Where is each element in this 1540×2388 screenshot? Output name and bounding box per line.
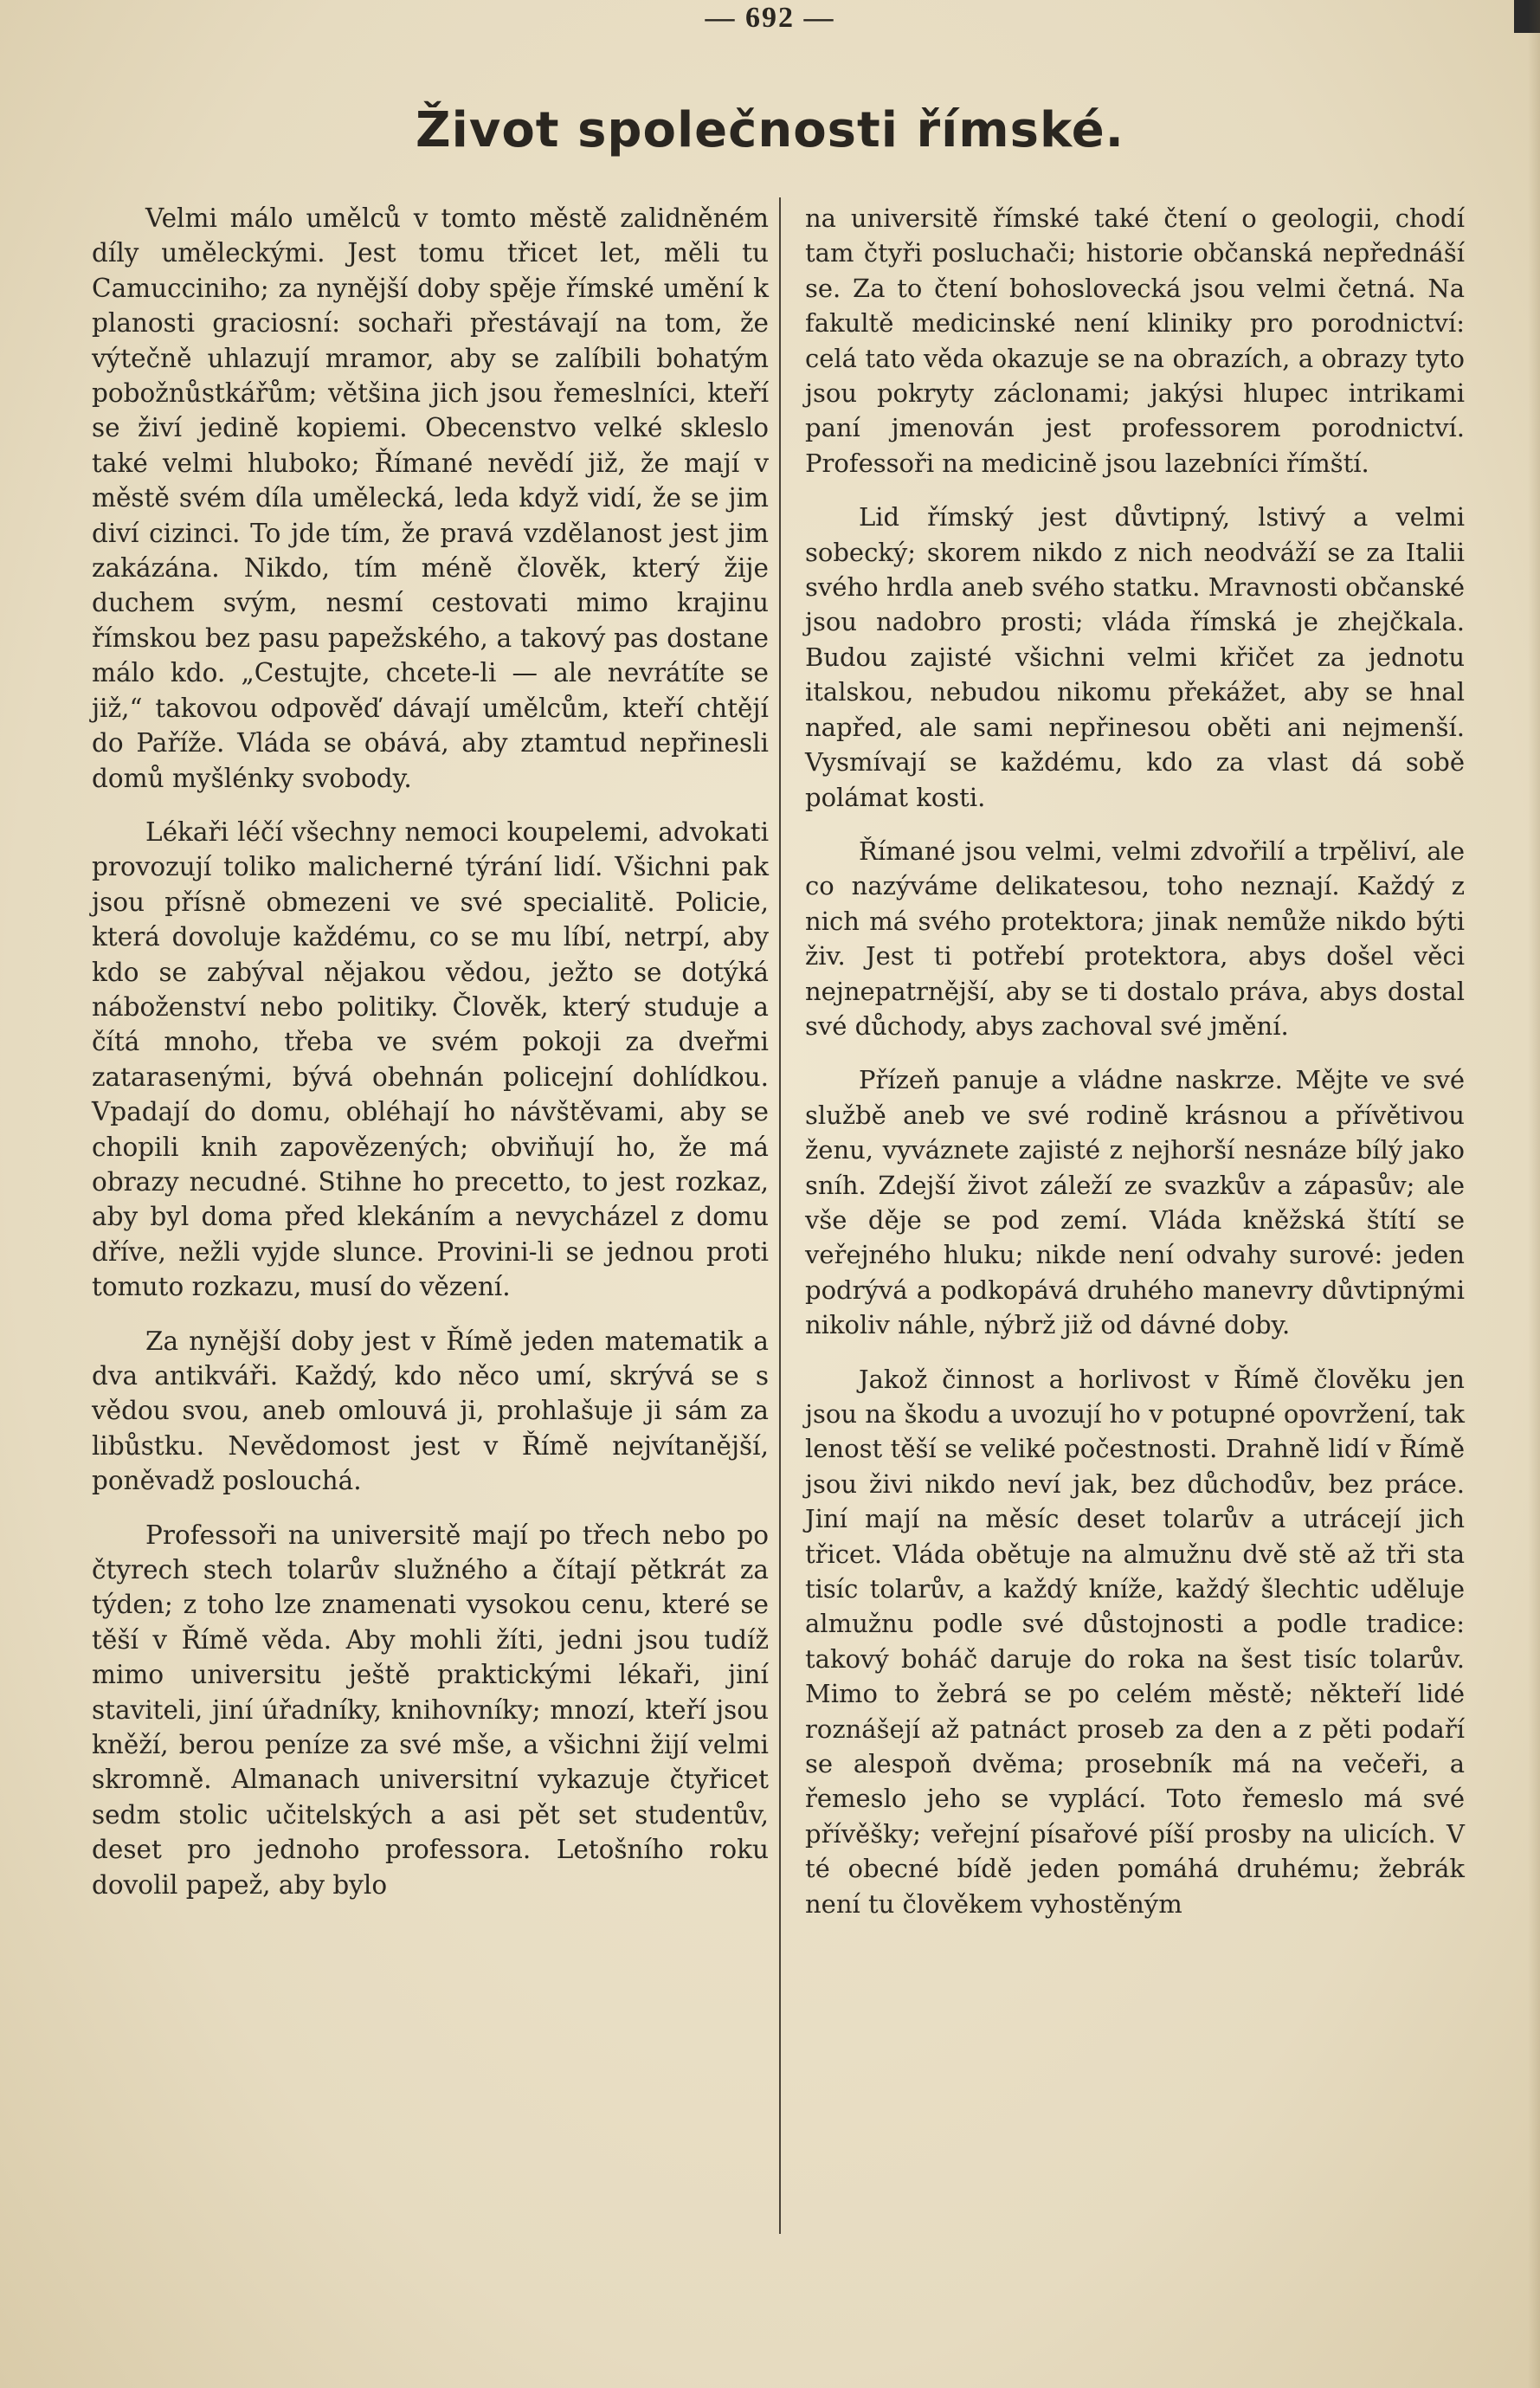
paragraph: Professoři na universitě mají po třech nebo po čtyrech stech tolarův služného a čítají pětkrát za týden; z toho lze znamenati vysokou cenu, které se těší v Římě věda. Aby mohli žíti, jedni jsou tudíž mimo universitu ještě praktickými lékaři, jiní staviteli, jiní úřadníky, knihovníky; mnozí, kteří jsou kněží, berou peníze za své mše, a všichni žijí velmi skromně. Almanach universitní vykazuje čtyřicet sedm stolic učitelských a asi pět set studentův, deset pro jednoho professora. Letošního roku dovolil papež, aby bylo (92, 1520, 769, 1900)
left-column (92, 201, 769, 1921)
paragraph: Lékaři léčí všechny nemoci koupelemi, advokati provozují toliko malicherné týrání lidí. Všichni pak jsou přísně obmezeni ve své specialitě. Policie, která dovoluje každému, co se mu líbí, netrpí, aby kdo se zabýval nějakou vědou, ježto se dotýká náboženství nebo politiky. Člověk, který studuje a čítá mnoho, třeba ve svém pokoji za dveřmi zatarasenými, bývá obehnán policejní dohlídkou. Vpadají do domu, obléhají ho návštěvami, aby se chopili knih zapovězených; obviňují ho, že má obrazy necudné. Stihne ho precetto, to jest rozkaz, aby byl doma před klekáním a nevycházel z domu dříve, nežli vyjde slunce. Provini-li se jednou proti tomuto rozkazu, musí do vězení. (92, 816, 769, 1302)
chapter-title: Život společnosti římské. (416, 102, 1124, 158)
paper-edge (1528, 0, 1540, 2388)
paragraph: Za nynější doby jest v Římě jeden matematik a dva antikváři. Každý, kdo něco umí, skrývá se s vědou svou, aneb omlouvá ji, prohlašuje ji sám za libůstku. Nevědomost jest v Římě nejvítanější, poněvadž poslouchá. (92, 1326, 769, 1496)
paragraph: Jakož činnost a horlivost v Římě člověku jen jsou na škodu a uvozují ho v potupné opovržení, tak lenost těší se veliké počestnosti. Drahně lidí v Římě jsou živi nikdo neví jak, bez důchodův, bez práce. Jiní mají na měsíc deset tolarův a utrácejí jich třicet. Vláda obětuje na almužnu dvě stě až tři sta tisíc tolarův, a každý kníže, každý šlechtic uděluje almužnu podle své důstojnosti a podle tradice: takový boháč daruje do roka na šest tisíc tolarův. Mimo to žebrá se po celém městě; někteří lidé roznášejí až patnáct proseb za den a z pěti podaří se alespoň dvěma; prosebník má na večeři, a řemeslo jeho se vyplácí. Toto řemeslo má své přívěšky; veřejní písařové píší prosby na ulicích. V té obecné bídě jeden pomáhá druhému; žebrák není tu člověkem vyhostěným (805, 1364, 1465, 1919)
paragraph: Přízeň panuje a vládne naskrze. Mějte ve své službě aneb ve své rodině krásnou a přívětivou ženu, vyváznete zajisté z nejhorší nesnáze bílý jako sníh. Zdejší život záleží ze svazkův a zápasův; ale vše děje se pod zemí. Vláda kněžská štítí se veřejného hluku; nikde není odvahy surové: jeden podrývá a podkopává druhého manevry důvtipnými nikoliv náhle, nýbrž již od dávné doby. (805, 1065, 1465, 1340)
column-divider (779, 197, 781, 2234)
right-column (805, 201, 1465, 1940)
paragraph: Lid římský jest důvtipný, lstivý a velmi sobecký; skorem nikdo z nich neodváží se za Italii svého hrdla aneb svého statku. Mravnosti občanské jsou nadobro prosti; vláda římská je zhejčkala. Budou zajisté všichni velmi křičet za jednotu italskou, nebudou nikomu překážet, aby se hnal napřed, ale sami nepřinesou oběti ani nejmenší. Vysmívají se každému, kdo za vlast dá sobě polámat kosti. (805, 502, 1465, 812)
page-number: — 692 — (705, 2, 835, 34)
paragraph: Římané jsou velmi, velmi zdvořilí a trpěliví, ale co nazýváme delikatesou, toho neznají. Každý z nich má svého protektora; jinak nemůže nikdo býti živ. Jest ti potřebí protektora, abys došel věci nejnepatrnější, aby se ti dostalo práva, abys dostal své důchody, abys zachoval své jmění. (805, 836, 1465, 1041)
paragraph: Velmi málo umělců v tomto městě zalidněném díly uměleckými. Jest tomu třicet let, měli tu Camucciniho; za nynější doby spěje římské umění k planosti graciosní: sochaři přestávají na tom, že výtečně uhlazují mramor, aby se zalíbili bohatým pobožnůstkářům; většina jich jsou řemeslníci, kteří se živí jedině kopiemi. Obecenstvo velké skleslo také velmi hluboko; Římané nevědí již, že mají v městě svém díla umělecká, leda když vidí, že se jim diví cizinci. To jde tím, že pravá vzdělanost jest jim zakázána. Nikdo, tím méně člověk, který žije duchem svým, nesmí cestovati mimo krajinu římskou bez pasu papežského, a takový pas dostane málo kdo. „Cestujte, chcete-li — ale nevrátíte se již,“ takovou odpověď dávají umělcům, kteří chtějí do Paříže. Vláda se obává, aby ztamtud nepřinesli domů myšlénky svobody. (92, 203, 769, 793)
paragraph: na universitě římské také čtení o geologii, chodí tam čtyři posluchači; historie občanská nepřednáší se. Za to čtení bohoslovecká jsou velmi četná. Na fakultě medicinské není kliniky pro porodnictví: celá tato věda okazuje se na obrazích, a obrazy tyto jsou pokryty záclonami; jakýsi hlupec intrikami paní jmenován jest professorem porodnictví. Professoři na medicině jsou lazebníci římští. (805, 203, 1465, 478)
